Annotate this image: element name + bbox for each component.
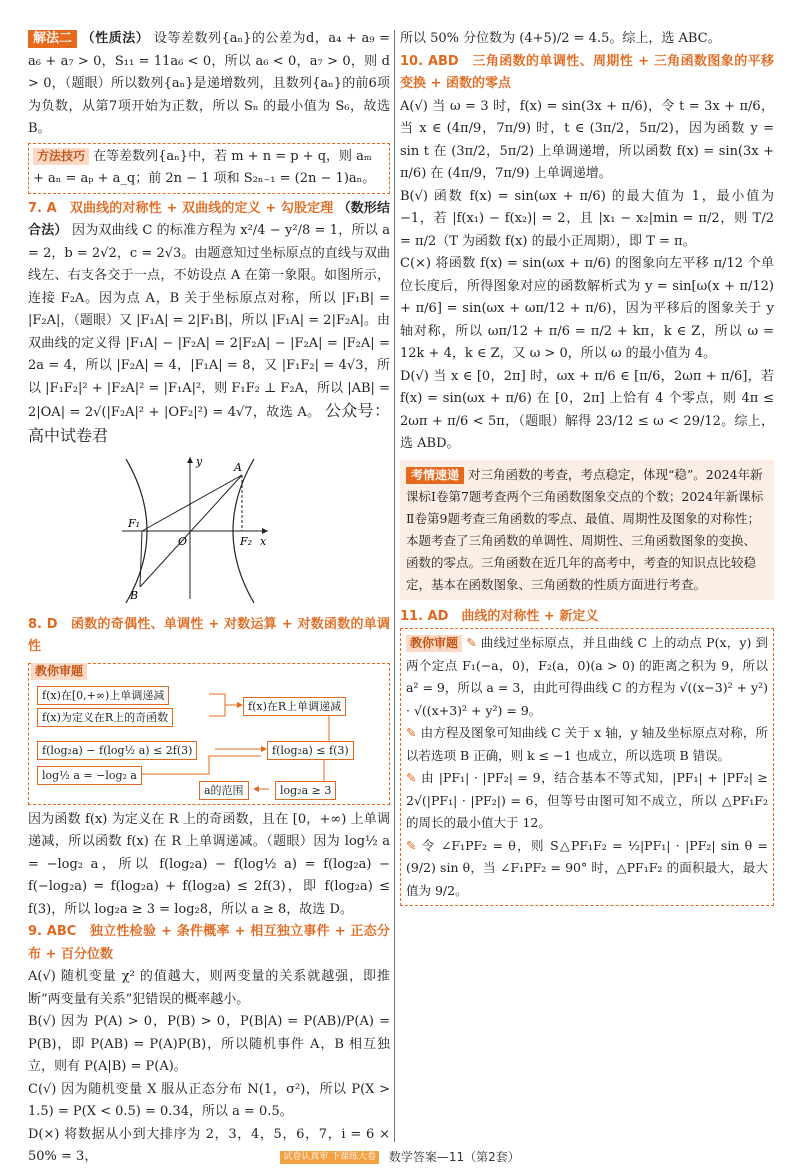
- flow-box-log-identity: log½ a = −log₂ a: [37, 766, 142, 785]
- flow-box-range: a的范围: [199, 781, 249, 800]
- left-column: [28, 28, 390, 1169]
- pencil-icon: ✎: [466, 635, 477, 650]
- label-x: x: [260, 535, 267, 548]
- method-name: （性质法）: [81, 31, 150, 46]
- label-y: y: [196, 455, 203, 468]
- q8-heading: 8. D 函数的奇偶性、单调性 + 对数运算 + 对数函数的单调性: [28, 616, 390, 654]
- q11-para-4-text: 令 ∠F₁PF₂ = θ，则 S△PF₁F₂ = ½|PF₁| · |PF₂| sin θ = (9/2) sin θ，当 ∠F₁PF₂ = 90° 时，△PF₁F₂ 的面积最大，最大值为 9/2。: [406, 837, 768, 898]
- q11-para-1-text: 曲线过坐标原点，并且曲线 C 上的动点 P(x，y) 到两个定点 F₁(−a，0)，F₂(a，0)(a > 0) 的距离之积为 9，所以 a² = 9，所以 a = 3，由此可得曲线 C 的方程为 √((x−3)² + y²) · √((x+3)² + y²) = 9。: [406, 635, 769, 718]
- exam-trend-text: 对三角函数的考查，考点稳定，体现“稳”。2024年新课标Ⅰ卷第7题考查两个三角函数图象交点的个数；2024年新课标Ⅱ卷第9题考查三角函数的零点、最值、周期性及图象的对称性；本题考查了三角函数的单调性、周期性、三角函数图象的变换、函数的零点。三角函数在近几年的高考中，考查的知识点比较稳定，基本在函数图象、三角函数的性质方面进行考查。: [406, 466, 764, 592]
- label-f2: F₂: [240, 535, 253, 548]
- arrow-b1-b3: [209, 694, 237, 705]
- pencil-icon: ✎: [406, 770, 417, 785]
- q9-conclusion: 所以 50% 分位数为 (4+5)/2 = 4.5。综上，选 ABC。: [400, 31, 721, 46]
- exam-trend-tag: 考情速递: [406, 467, 464, 484]
- pencil-icon: ✎: [406, 837, 417, 853]
- flow-box-decreasing-r: f(x)在R上单调递减: [243, 697, 346, 716]
- flow-box-decreasing-half: f(x)在[0,+∞)上单调递减: [37, 686, 169, 705]
- q7-heading: 7. A 双曲线的对称性 + 双曲线的定义 + 勾股定理: [28, 200, 334, 216]
- y-axis-arrow: [187, 457, 193, 463]
- q11-para-3-text: 由 |PF₁| · |PF₂| = 9，结合基本不等式知，|PF₁| + |PF₂| ≥ 2√(|PF₁| · |PF₂|) = 6，但等号由图可知不成立，所以 △PF₁F₂ 的周长的最小值大于 12。: [406, 770, 768, 830]
- column-divider: [394, 30, 395, 1142]
- q11-para-4: [406, 835, 768, 903]
- method-tip-box: [28, 143, 390, 194]
- q9-option-c: C(√) 因为随机变量 X 服从正态分布 N(1，σ²)，所以 P(X > 1.5) = P(X < 0.5) = 0.34，所以 a = 0.5。: [28, 1081, 390, 1119]
- solution-6-text: 设等差数列{aₙ}的公差为d，a₄ + a₉ = a₆ + a₇ > 0，S₁₁ = 11a₆ < 0，所以 a₆ < 0，a₇ > 0，则 d > 0，（题眼）所以数列{aₙ}是递增数列，且数列{aₙ}的前6项为负数，从第7项开始为正数，所以 Sₙ 的最小值为 S₆，故选 B。: [28, 31, 390, 136]
- q8-flow-tag: 教你审题: [31, 663, 87, 680]
- q9-option-d: D(×) 将数据从小到大排序为 2，3，4，5，6，7，i = 6 × 50% = 3，: [28, 1126, 390, 1164]
- q7-method: （数形结合法）: [28, 200, 390, 238]
- method-tag: 解法二: [28, 30, 77, 48]
- right-column: [400, 28, 774, 906]
- question-7: [28, 198, 390, 450]
- q11-heading: 11. AD 曲线的对称性 + 新定义: [400, 608, 599, 624]
- flow-box-log-ge-3: log₂a ≥ 3: [275, 781, 336, 800]
- flow-box-odd-function: f(x)为定义在R上的奇函数: [37, 708, 173, 727]
- footer-text: 数学答案—11（第2套）: [388, 1150, 520, 1164]
- q11-para-2-text: 由方程及图象可知曲线 C 关于 x 轴，y 轴及坐标原点对称，所以若选项 B 正确，则 k ≤ −1 也成立，所以选项 B 错误。: [406, 725, 768, 763]
- flow-box-reduced: f(log₂a) ≤ f(3): [267, 741, 354, 760]
- q7-text: 因为双曲线 C 的标准方程为 x²/4 − y²/8 = 1，所以 a = 2，b = 2√2，c = 2√3。由题意知过坐标原点的直线与双曲线左、右支各交于一点，不妨设点 A 在第一象限。如图所示，连接 F₂A。因为点 A，B 关于坐标原点对称，所以 |F₁B| = |F₂A|，（题眼）又 |F₁A| = 2|F₁B|，所以 |F₁A| = 2|F₂A|。由双曲线的定义得 |F₁A| − |F₂A| = 2|F₂A| − |F₂A| = |F₂A| = 2a = 4，所以 |F₂A| = 4，|F₁A| = 8，又 |F₁F₂| = 4√3，所以 |F₁F₂|² + |F₂A|² = |F₁A|²，则 F₁F₂ ⊥ F₂A，所以 |AB| = 2|OA| = 2√(|F₂A|² + |OF₂|²) = 4√7，故选 A。: [28, 223, 390, 420]
- q10-option-d: D(√) 当 x ∈ [0，2π] 时，ωx + π/6 ∈ [π/6，2ωπ + π/6]，若 f(x) = sin(ωx + π/6) 在 [0，2π] 上恰有 4 个零点，则 4π ≤ 2ωπ + π/6 < 5π，（题眼）解得 23/12 ≤ ω < 29/12。综上，选 ABD。: [400, 368, 774, 451]
- q11-para-1: [406, 632, 768, 722]
- exam-trend-box: [400, 460, 774, 600]
- hyperbola-diagram: [120, 453, 270, 603]
- pencil-icon: ✎: [406, 725, 417, 740]
- q10-heading: 10. ABD 三角函数的单调性、周期性 + 三角函数图象的平移变换 + 函数的零点: [400, 53, 774, 91]
- q9-option-b: B(√) 因为 P(A) > 0，P(B) > 0，P(B|A) = P(AB)/P(A) = P(B)，即 P(AB) = P(A)P(B)，所以随机事件 A，B 相互独立，则有 P(A|B) = P(A)。: [28, 1014, 390, 1074]
- segment-f1a: [142, 475, 242, 531]
- label-b: B: [130, 589, 139, 602]
- label-a: A: [234, 461, 242, 474]
- q9-option-a: A(√) 随机变量 χ² 的值越大，则两变量的关系就越强，即推断“两变量有关系”犯错误的概率越小。: [28, 969, 390, 1007]
- q11-para-2: [406, 722, 768, 767]
- x-axis-arrow: [262, 528, 268, 534]
- q11-analysis-box: [400, 628, 774, 906]
- q8-flowchart: [28, 663, 390, 805]
- q8-text: 因为函数 f(x) 为定义在 R 上的奇函数，且在 [0，+∞) 上单调递减，所以函数 f(x) 在 R 上单调递减。（题眼）因为 log½ a = −log₂ a，所以 f(log₂a) − f(log½ a) = f(log₂a) − f(−log₂a) = f(log₂a) + f(log₂a) ≤ 2f(3)，即 f(log₂a) ≤ f(3)，所以 log₂a ≥ 3 = log₂8，所以 a ≥ 8，故选 D。: [28, 811, 390, 917]
- solution-6-method-2: [28, 28, 390, 141]
- footer-logo: 试卷认真审 下课练大卷: [280, 1151, 379, 1164]
- segment-f1b: [140, 531, 142, 587]
- method-tip-tag: 方法技巧: [33, 148, 89, 165]
- q11-para-3: [406, 767, 768, 835]
- page-footer: [0, 1148, 800, 1165]
- arrow-b2-b3: [209, 705, 225, 716]
- q10-option-b: B(√) 函数 f(x) = sin(ωx + π/6) 的最大值为 1，最小值为 −1，若 |f(x₁) − f(x₂)| = 2，且 |x₁ − x₂|min = π/2，则 T/2 = π/2（T 为函数 f(x) 的最小正周期），即 T = π。: [400, 188, 774, 249]
- q10-option-a: A(√) 当 ω = 3 时，f(x) = sin(3x + π/6)，令 t = 3x + π/6，当 x ∈ (4π/9，7π/9) 时，t ∈ (3π/2，5π/2)，因为函数 y = sin t 在 (3π/2，5π/2) 上单调递增，所以函数 f(x) = sin(3x + π/6) 在 (4π/9，7π/9) 上单调递增。: [400, 98, 774, 181]
- q11-tag: 教你审题: [406, 635, 462, 652]
- q9-heading: 9. ABC 独立性检验 + 条件概率 + 相互独立事件 + 正态分布 + 百分位数: [28, 924, 390, 962]
- watermark-text: 公众号：高中试卷君: [28, 401, 390, 445]
- label-o: O: [178, 535, 188, 548]
- q10-option-c: C(×) 将函数 f(x) = sin(ωx + π/6) 的图象向左平移 π/12 个单位长度后，所得图象对应的函数解析式为 y = sin[ω(x + π/12) + π/6] = sin(ωx + ωπ/12 + π/6)，因为平移后的图象关于 y 轴对称，所以 ωπ/12 + π/6 = π/2 + kπ，k ∈ Z，所以 ω = 12k + 4，k ∈ Z，又 ω > 0，所以 ω 的最小值为 4。: [400, 256, 774, 361]
- hyperbola-figure: [120, 453, 390, 612]
- flow-box-inequality: f(log₂a) − f(log½ a) ≤ 2f(3): [37, 741, 197, 760]
- method-tip-text: 在等差数列{aₙ}中，若 m + n = p + q，则 aₘ + aₙ = aₚ + a_q；前 2n − 1 项和 S₂ₙ₋₁ = (2n − 1)aₙ。: [33, 148, 376, 186]
- arrowhead-4: [253, 786, 259, 792]
- label-f1: F₁: [128, 517, 141, 530]
